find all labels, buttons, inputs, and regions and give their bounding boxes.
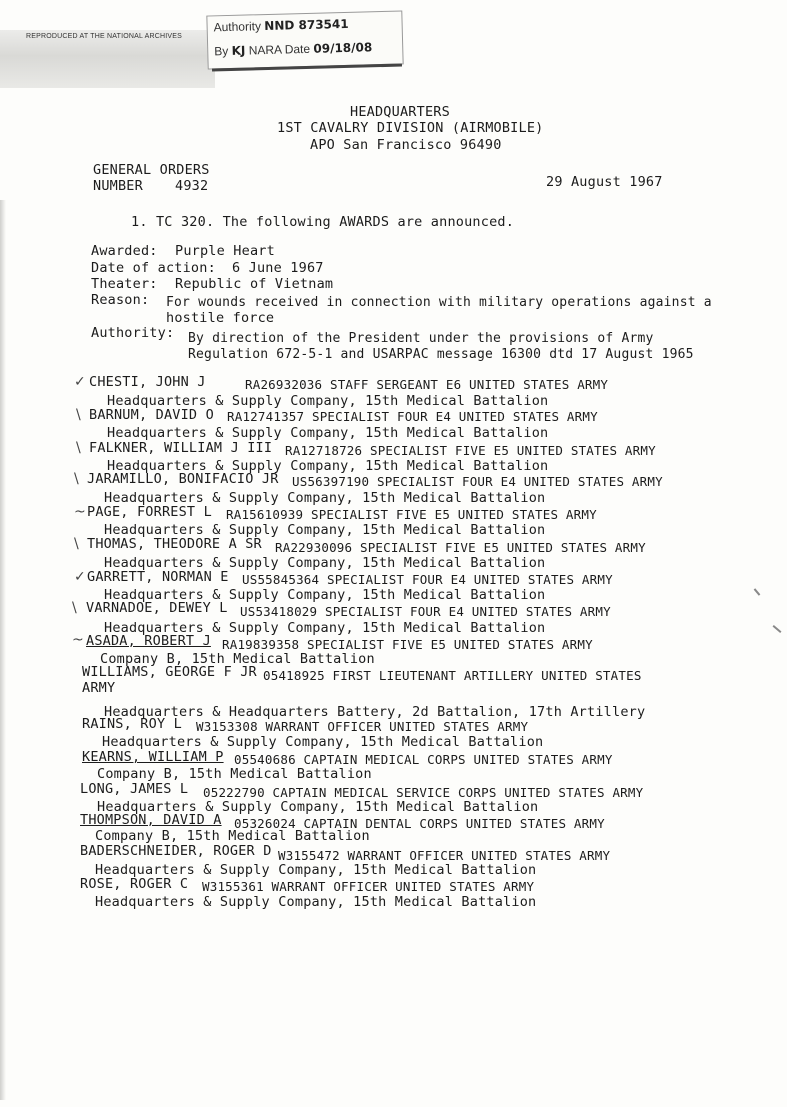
recipient-name: GARRETT, NORMAN E [87, 569, 229, 585]
recipient-details: RA26932036 STAFF SERGEANT E6 UNITED STATES ARMY [245, 377, 609, 392]
recipient-unit: Headquarters & Supply Company, 15th Medical Battalion [95, 894, 537, 910]
scan-speck [773, 625, 782, 633]
recipient-unit: Headquarters & Supply Company, 15th Medical Battalion [104, 555, 546, 571]
recipient-name: CHESTI, JOHN J [89, 374, 206, 390]
recipient-name: WILLIAMS, GEORGE F JR [82, 664, 257, 680]
check-mark-icon: ~ [74, 504, 86, 520]
recipient-name: RAINS, ROY L [82, 716, 182, 732]
recipient-name: THOMAS, THEODORE A SR [87, 536, 262, 552]
theater-value: Republic of Vietnam [175, 276, 334, 292]
reproduced-label: REPRODUCED AT THE NATIONAL ARCHIVES [26, 33, 182, 40]
header-line-2: 1ST CAVALRY DIVISION (AIRMOBILE) [277, 120, 544, 136]
recipient-details: 05540686 CAPTAIN MEDICAL CORPS UNITED STATES ARMY [234, 752, 613, 767]
reason-line-2: hostile force [166, 310, 275, 326]
recipient-name: VARNADOE, DEWEY L [86, 600, 228, 616]
recipient-unit: Headquarters & Supply Company, 15th Medical Battalion [104, 587, 546, 603]
stamp-by-label: By [214, 44, 229, 59]
check-mark-icon: \ [72, 600, 77, 616]
recipient-name: LONG, JAMES L [80, 781, 189, 797]
recipient-name: ASADA, ROBERT J [86, 633, 211, 649]
number-label: NUMBER [93, 178, 143, 194]
check-mark-icon: \ [76, 407, 81, 423]
check-mark-icon: ✓ [74, 569, 86, 585]
date-of-action-label: Date of action: [91, 260, 216, 276]
number-value: 4932 [175, 178, 209, 194]
recipient-unit: Headquarters & Supply Company, 15th Medical Battalion [107, 393, 549, 409]
recipient-details-continued: ARMY [82, 680, 116, 696]
recipient-unit: Headquarters & Supply Company, 15th Medical Battalion [104, 490, 546, 506]
reason-line-1: For wounds received in connection with military operations against a [166, 295, 712, 310]
authority-label: Authority: [91, 325, 175, 341]
stamp-nara-date-value: 09/18/08 [313, 40, 373, 56]
header-line-3: APO San Francisco 96490 [310, 137, 502, 153]
recipient-unit: Headquarters & Supply Company, 15th Medical Battalion [107, 458, 549, 474]
recipient-details: US55845364 SPECIALIST FOUR E4 UNITED STATES ARMY [242, 572, 613, 587]
scan-speck [754, 588, 761, 595]
recipient-unit: Headquarters & Supply Company, 15th Medical Battalion [104, 620, 546, 636]
check-mark-icon: \ [74, 471, 79, 487]
check-mark-icon: ✓ [74, 374, 86, 390]
header-line-1: HEADQUARTERS [350, 104, 450, 120]
recipient-details: 05418925 FIRST LIEUTENANT ARTILLERY UNITED STATES [263, 668, 642, 683]
reason-label: Reason: [91, 292, 150, 308]
general-orders-label: GENERAL ORDERS [93, 162, 210, 178]
recipient-details: RA12741357 SPECIALIST FOUR E4 UNITED STATES ARMY [227, 409, 598, 424]
recipient-name: KEARNS, WILLIAM P [82, 749, 224, 765]
date-of-action-value: 6 June 1967 [232, 260, 324, 276]
recipient-name: ROSE, ROGER C [80, 876, 189, 892]
intro-paragraph: 1. TC 320. The following AWARDS are announced. [131, 214, 515, 230]
recipient-name: BARNUM, DAVID O [89, 407, 214, 423]
check-mark-icon: ~ [72, 632, 84, 648]
order-date: 29 August 1967 [546, 174, 663, 190]
check-mark-icon: \ [76, 440, 81, 456]
recipient-name: FALKNER, WILLIAM J III [89, 440, 273, 456]
recipient-details: RA12718726 SPECIALIST FIVE E5 UNITED STATES ARMY [285, 443, 656, 458]
recipient-details: US56397190 SPECIALIST FOUR E4 UNITED STATES ARMY [292, 474, 663, 489]
recipient-details: 05222790 CAPTAIN MEDICAL SERVICE CORPS UNITED STATES ARMY [203, 785, 644, 800]
recipient-unit: Headquarters & Supply Company, 15th Medical Battalion [102, 734, 544, 750]
recipient-details: W3155361 WARRANT OFFICER UNITED STATES ARMY [202, 879, 535, 894]
recipient-unit: Headquarters & Supply Company, 15th Medical Battalion [95, 862, 537, 878]
recipient-name: JARAMILLO, BONIFACIO JR [87, 471, 279, 487]
recipient-unit: Headquarters & Supply Company, 15th Medical Battalion [107, 425, 549, 441]
recipient-details: 05326024 CAPTAIN DENTAL CORPS UNITED STATES ARMY [234, 816, 605, 831]
authority-line-1: By direction of the President under the provisions of Army [188, 331, 654, 346]
recipient-unit: Company B, 15th Medical Battalion [100, 651, 375, 667]
recipient-unit: Company B, 15th Medical Battalion [95, 828, 370, 844]
stamp-nara-date-label: NARA Date [248, 41, 311, 58]
awarded-label: Awarded: [91, 243, 158, 259]
stamp-authority-label: Authority [213, 19, 262, 35]
recipient-details: US53418029 SPECIALIST FOUR E4 UNITED STATES ARMY [240, 604, 611, 619]
recipient-name: PAGE, FORREST L [87, 504, 212, 520]
stamp-authority-value: NND 873541 [264, 16, 349, 34]
stamp-by-value: KJ [231, 43, 246, 58]
recipient-unit: Headquarters & Headquarters Battery, 2d Battalion, 17th Artillery [104, 704, 646, 720]
theater-label: Theater: [91, 276, 158, 292]
recipient-details: W3153308 WARRANT OFFICER UNITED STATES ARMY [196, 719, 529, 734]
awarded-value: Purple Heart [175, 243, 275, 259]
recipient-details: RA15610939 SPECIALIST FIVE E5 UNITED STATES ARMY [226, 507, 597, 522]
recipient-unit: Headquarters & Supply Company, 15th Medical Battalion [104, 522, 546, 538]
authority-line-2: Regulation 672-5-1 and USARPAC message 16300 dtd 17 August 1965 [188, 347, 694, 362]
scan-edge-shadow [0, 200, 6, 1100]
recipient-unit: Company B, 15th Medical Battalion [97, 766, 372, 782]
recipient-details: RA19839358 SPECIALIST FIVE E5 UNITED STATES ARMY [222, 637, 593, 652]
recipient-name: BADERSCHNEIDER, ROGER D [80, 843, 272, 859]
recipient-unit: Headquarters & Supply Company, 15th Medical Battalion [97, 799, 539, 815]
recipient-name: THOMPSON, DAVID A [80, 812, 222, 828]
recipient-details: W3155472 WARRANT OFFICER UNITED STATES ARMY [278, 848, 611, 863]
recipient-details: RA22930096 SPECIALIST FIVE E5 UNITED STATES ARMY [275, 540, 646, 555]
check-mark-icon: \ [74, 536, 79, 552]
declassification-stamp [206, 10, 403, 69]
